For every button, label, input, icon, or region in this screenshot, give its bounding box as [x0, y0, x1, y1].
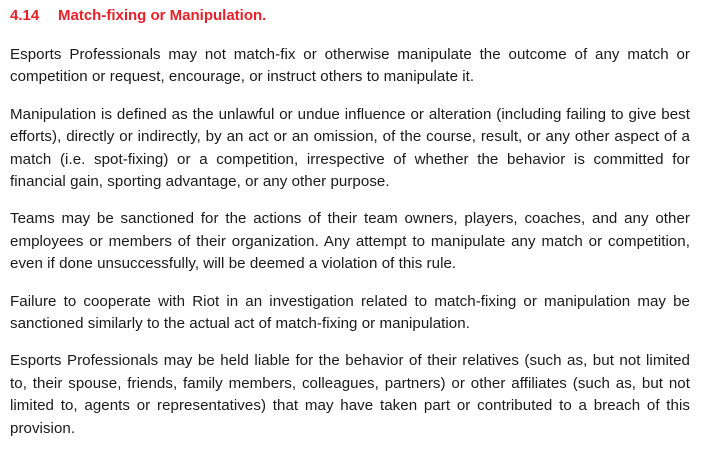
paragraph-relatives-liability: Esports Professionals may be held liable for the behavior of their relatives (such as, but not limited to, their spouse, friends, family members, colleagues, partners) or other affiliates (such as, but not limited to, agents or representatives) that may have taken part or contributed to a breach of this provision.	[10, 352, 690, 437]
rules-document	[10, 6, 690, 455]
section-heading	[10, 6, 690, 26]
section-title: Match-fixing or Manipulation.	[58, 7, 267, 24]
paragraph-manipulation-definition: Manipulation is defined as the unlawful or undue influence or alteration (including failing to give best efforts), directly or indirectly, by an act or an omission, of the course, result, or any other aspect of a match (i.e. spot-fixing) or a competition, irrespective of whether the behavior is committed for financial gain, sporting advantage, or any other purpose.	[10, 105, 690, 191]
paragraph-failure-to-cooperate: Failure to cooperate with Riot in an investigation related to match-fixing or manipulation may be sanctioned similarly to the actual act of match-fixing or manipulation.	[10, 292, 690, 333]
section-number: 4.14	[10, 7, 40, 24]
paragraph-team-sanctions: Teams may be sanctioned for the actions of their team owners, players, coaches, and any other employees or members of their organization. Any attempt to manipulate any match or competition, even if done unsuccessfully, will be deemed a violation of this rule.	[10, 210, 690, 273]
paragraph-match-fixing-prohibition: Esports Professionals may not match-fix or otherwise manipulate the outcome of any match or competition or request, encourage, or instruct others to manipulate it.	[10, 46, 690, 86]
